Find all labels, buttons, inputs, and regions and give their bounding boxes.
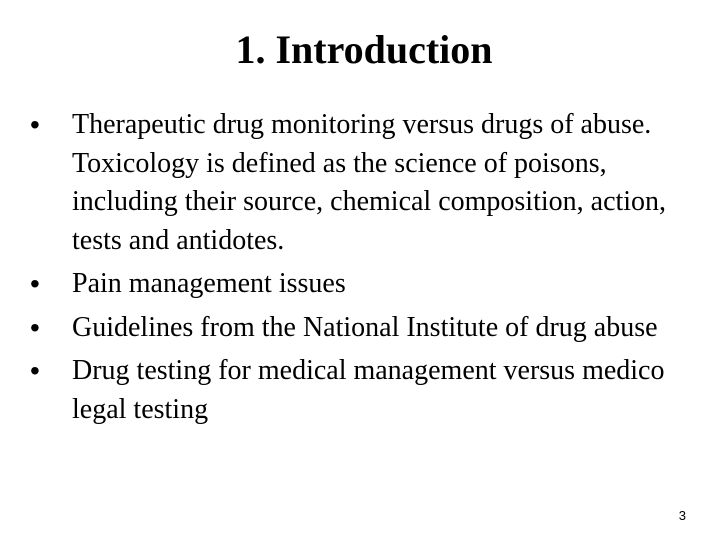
bullet-item: [30, 309, 690, 348]
bullet-text: Drug testing for medical management versus medico legal testing: [72, 355, 665, 425]
bullet-item: [30, 106, 690, 260]
bullet-point-icon: •: [30, 355, 40, 386]
bullet-list: [30, 106, 690, 434]
bullet-point-icon: •: [30, 311, 40, 343]
slide-title: 1. Introduction: [235, 27, 493, 72]
bullet-point-icon: •: [30, 109, 40, 140]
bullet-text: Guidelines from the National Institute of drug abuse: [72, 311, 658, 343]
bullet-item: [30, 352, 690, 429]
bullet-item: [30, 265, 690, 304]
slide-number: 3: [678, 508, 686, 523]
bullet-text: Therapeutic drug monitoring versus drugs of abuse. Toxicology is defined as the science of poisons, including their source, chemical composition, action, tests and antidotes.: [72, 109, 667, 256]
bullet-point-icon: •: [30, 268, 40, 299]
bullet-text: Pain management issues: [72, 268, 346, 299]
